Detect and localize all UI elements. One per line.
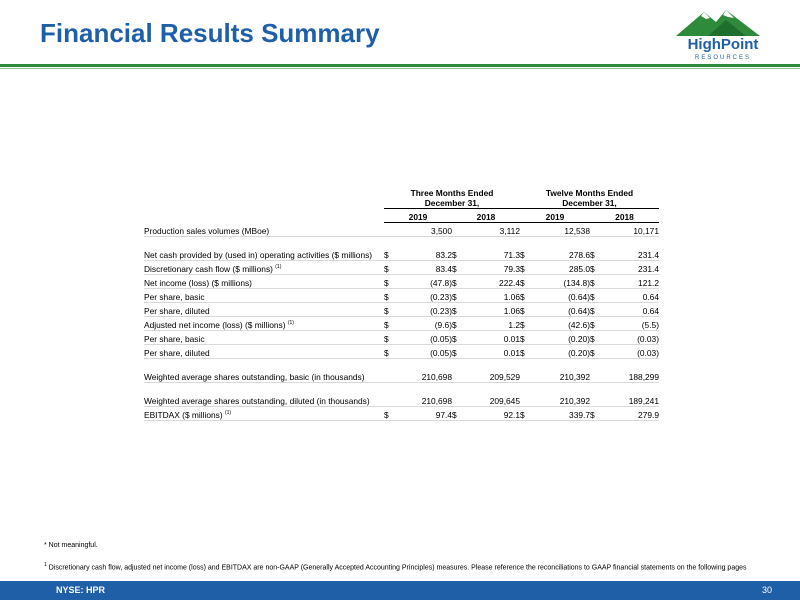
value-cell: (0.20) — [528, 345, 590, 359]
footer-bar — [0, 581, 800, 600]
value-cell: (5.5) — [598, 317, 659, 331]
row-label: EBITDAX ($ millions) $^{(1)}$ — [144, 407, 384, 421]
currency-symbol: $ — [384, 237, 392, 261]
currency-symbol — [520, 223, 528, 237]
currency-symbol — [590, 383, 598, 407]
currency-symbol — [384, 223, 392, 237]
currency-symbol — [384, 383, 392, 407]
company-logo — [668, 6, 778, 66]
value-cell: (0.03) — [598, 345, 659, 359]
table-row — [144, 261, 659, 275]
currency-symbol — [452, 359, 460, 383]
value-cell: 71.3 — [460, 237, 520, 261]
value-cell: 188,299 — [598, 359, 659, 383]
currency-symbol: $ — [384, 317, 392, 331]
currency-symbol — [520, 359, 528, 383]
value-cell: 231.4 — [598, 237, 659, 261]
table-body — [144, 223, 659, 421]
value-cell: 10,171 — [598, 223, 659, 237]
currency-symbol: $ — [452, 317, 460, 331]
value-cell: 339.7 — [528, 407, 590, 421]
row-label: Net income (loss) ($ millions) — [144, 275, 384, 289]
value-cell: (42.6) — [528, 317, 590, 331]
row-label: Per share, basic — [144, 289, 384, 303]
currency-symbol: $ — [452, 237, 460, 261]
value-cell: 92.1 — [460, 407, 520, 421]
footnote-marker: 1 — [44, 562, 47, 568]
footnote-non-gaap — [44, 560, 764, 573]
footnote-ref: (1) — [275, 264, 282, 271]
currency-symbol: $ — [384, 289, 392, 303]
logo-subtitle: RESOURCES — [694, 55, 751, 61]
footnote-text: Discretionary cash flow, adjusted net income (loss) and EBITDAX are non-GAAP (Generally Accepted Accounting Principles) measures. Please reference the reconciliations to GAAP financial statements on the following pages — [48, 564, 747, 572]
value-cell: (0.23) — [392, 303, 452, 317]
row-label: Per share, basic — [144, 331, 384, 345]
currency-symbol: $ — [384, 275, 392, 289]
currency-symbol: $ — [520, 237, 528, 261]
value-cell: 0.01 — [460, 345, 520, 359]
value-cell: 278.6 — [528, 237, 590, 261]
value-cell: 97.4 — [392, 407, 452, 421]
currency-symbol: $ — [590, 289, 598, 303]
currency-symbol: $ — [384, 303, 392, 317]
currency-symbol: $ — [520, 317, 528, 331]
value-cell: 279.9 — [598, 407, 659, 421]
currency-symbol: $ — [590, 345, 598, 359]
currency-symbol: $ — [452, 289, 460, 303]
value-cell: 285.0 — [528, 261, 590, 275]
year-header: 2019 — [520, 209, 590, 223]
table-row — [144, 237, 659, 261]
currency-symbol: $ — [520, 303, 528, 317]
value-cell: (9.6) — [392, 317, 452, 331]
year-header: 2018 — [590, 209, 659, 223]
currency-symbol: $ — [384, 331, 392, 345]
table-row — [144, 345, 659, 359]
twelve-months-header: Twelve Months Ended December 31, — [520, 188, 659, 209]
value-cell: 210,698 — [392, 383, 452, 407]
value-cell: (47.8) — [392, 275, 452, 289]
footnote-ref: (1) — [287, 320, 294, 327]
financial-summary-table — [144, 188, 659, 421]
currency-symbol — [590, 223, 598, 237]
value-cell: (0.64) — [528, 303, 590, 317]
table-row — [144, 407, 659, 421]
value-cell: 210,392 — [528, 359, 590, 383]
value-cell: 121.2 — [598, 275, 659, 289]
value-cell: 209,529 — [460, 359, 520, 383]
currency-symbol: $ — [590, 275, 598, 289]
currency-symbol: $ — [520, 261, 528, 275]
logo-name: HighPoint — [687, 36, 759, 53]
table-row — [144, 289, 659, 303]
value-cell: 231.4 — [598, 261, 659, 275]
table-row — [144, 383, 659, 407]
currency-symbol: $ — [590, 261, 598, 275]
row-label: Weighted average shares outstanding, basic (in thousands) — [144, 359, 384, 383]
currency-symbol: $ — [520, 407, 528, 421]
page-number: 30 — [761, 585, 772, 595]
value-cell: 209,645 — [460, 383, 520, 407]
value-cell: 83.4 — [392, 261, 452, 275]
currency-symbol: $ — [590, 317, 598, 331]
currency-symbol: $ — [590, 237, 598, 261]
footnote-ref: (1) — [224, 410, 232, 417]
currency-symbol: $ — [590, 303, 598, 317]
value-cell: 0.64 — [598, 289, 659, 303]
currency-symbol: $ — [520, 289, 528, 303]
currency-symbol — [384, 359, 392, 383]
page-title: Financial Results Summary — [40, 18, 380, 48]
mountain-logo-icon — [668, 6, 778, 38]
row-label: Production sales volumes (MBoe) — [144, 223, 384, 237]
row-label: Adjusted net income (loss) ($ millions) $^{(1)}$ — [144, 317, 384, 331]
currency-symbol — [590, 359, 598, 383]
value-cell: (0.23) — [392, 289, 452, 303]
value-cell: 210,698 — [392, 359, 452, 383]
value-cell: (0.64) — [528, 289, 590, 303]
currency-symbol — [452, 223, 460, 237]
group-header-row — [144, 188, 659, 209]
currency-symbol: $ — [452, 407, 460, 421]
table-row — [144, 331, 659, 345]
row-label: Weighted average shares outstanding, diluted (in thousands) — [144, 383, 384, 407]
value-cell: (0.05) — [392, 331, 452, 345]
value-cell: (134.8) — [528, 275, 590, 289]
value-cell: 1.06 — [460, 289, 520, 303]
value-cell: (0.20) — [528, 331, 590, 345]
footnote-not-meaningful: * Not meaningful. — [44, 542, 98, 549]
year-header-row — [144, 209, 659, 223]
table-row — [144, 303, 659, 317]
currency-symbol: $ — [452, 275, 460, 289]
currency-symbol — [452, 383, 460, 407]
row-label: Discretionary cash flow ($ millions) $^{(1)}$ — [144, 261, 384, 275]
currency-symbol: $ — [590, 331, 598, 345]
value-cell: 0.01 — [460, 331, 520, 345]
year-header: 2019 — [384, 209, 452, 223]
value-cell: 210,392 — [528, 383, 590, 407]
value-cell: 12,538 — [528, 223, 590, 237]
row-label: Net cash provided by (used in) operating activities ($ millions) — [144, 237, 384, 261]
currency-symbol: $ — [520, 345, 528, 359]
value-cell: 189,241 — [598, 383, 659, 407]
value-cell: 83.2 — [392, 237, 452, 261]
currency-symbol: $ — [384, 345, 392, 359]
currency-symbol: $ — [384, 407, 392, 421]
currency-symbol: $ — [520, 275, 528, 289]
value-cell: (0.05) — [392, 345, 452, 359]
currency-symbol: $ — [520, 331, 528, 345]
value-cell: 222.4 — [460, 275, 520, 289]
value-cell: (0.03) — [598, 331, 659, 345]
currency-symbol: $ — [452, 345, 460, 359]
value-cell: 0.64 — [598, 303, 659, 317]
value-cell: 79.3 — [460, 261, 520, 275]
year-header: 2018 — [452, 209, 520, 223]
row-label: Per share, diluted — [144, 345, 384, 359]
currency-symbol — [520, 383, 528, 407]
value-cell: 3,500 — [392, 223, 452, 237]
currency-symbol: $ — [452, 303, 460, 317]
table-row — [144, 317, 659, 331]
row-label: Per share, diluted — [144, 303, 384, 317]
header-rule — [0, 64, 800, 67]
value-cell: 3,112 — [460, 223, 520, 237]
currency-symbol: $ — [590, 407, 598, 421]
value-cell: 1.06 — [460, 303, 520, 317]
stock-ticker: NYSE: HPR — [56, 585, 106, 595]
table-row — [144, 223, 659, 237]
currency-symbol: $ — [384, 261, 392, 275]
three-months-header: Three Months Ended December 31, — [384, 188, 520, 209]
currency-symbol: $ — [452, 261, 460, 275]
currency-symbol: $ — [452, 331, 460, 345]
table-row — [144, 275, 659, 289]
header-rule-thin — [0, 68, 800, 69]
table-row — [144, 359, 659, 383]
value-cell: 1.2 — [460, 317, 520, 331]
